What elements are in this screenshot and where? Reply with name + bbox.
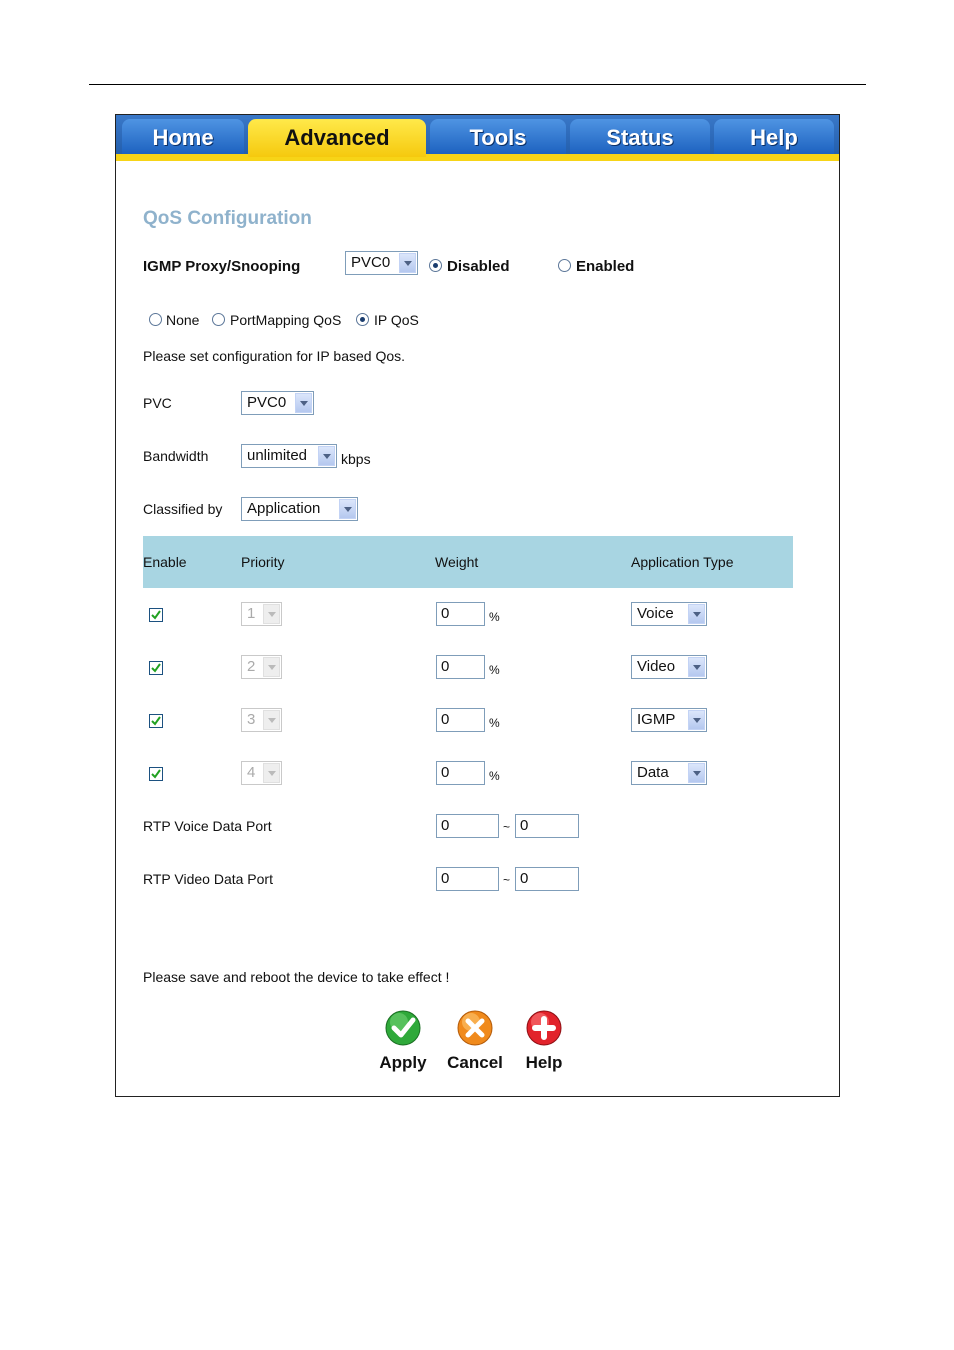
qos-none-radio[interactable] <box>149 313 162 326</box>
header-priority: Priority <box>241 554 285 570</box>
row3-app-type-value: IGMP <box>637 711 676 728</box>
row2-weight-unit: % <box>489 663 500 677</box>
chevron-down-icon <box>318 446 335 466</box>
qos-none-label: None <box>166 312 200 328</box>
nav-accent-strip <box>116 154 839 161</box>
checkmark-icon <box>385 1010 421 1046</box>
rtp-video-to-input[interactable]: 0 <box>515 867 579 891</box>
igmp-enabled-label: Enabled <box>576 258 635 275</box>
page-top-rule <box>89 84 866 85</box>
row4-app-type-value: Data <box>637 764 669 781</box>
tab-status[interactable]: Status <box>570 119 710 154</box>
qos-ipqos-label: IP QoS <box>374 312 419 328</box>
save-note: Please save and reboot the device to take effect ! <box>143 969 450 985</box>
igmp-pvc-select[interactable] <box>345 251 418 275</box>
row1-weight-unit: % <box>489 610 500 624</box>
instruction-text: Please set configuration for IP based Qos. <box>143 348 406 364</box>
igmp-enabled-radio[interactable] <box>558 259 571 272</box>
tab-advanced[interactable]: Advanced <box>248 119 426 157</box>
close-icon <box>457 1010 493 1046</box>
bandwidth-select[interactable] <box>241 444 337 468</box>
bandwidth-value: unlimited <box>247 447 308 464</box>
classified-select[interactable] <box>241 497 358 521</box>
row3-priority-select[interactable] <box>241 708 282 732</box>
rtp-voice-from-input[interactable]: 0 <box>436 814 499 838</box>
row1-app-type-select[interactable] <box>631 602 707 626</box>
rtp-video-from-input[interactable]: 0 <box>436 867 499 891</box>
row2-priority-select[interactable] <box>241 655 282 679</box>
row4-weight-input[interactable]: 0 <box>436 761 485 785</box>
apply-label: Apply <box>379 1053 427 1072</box>
rtp-voice-label: RTP Voice Data Port <box>143 818 272 834</box>
row1-priority-value: 1 <box>247 605 256 622</box>
header-application-type: Application Type <box>631 554 734 570</box>
router-config-frame <box>115 114 840 1097</box>
bandwidth-unit: kbps <box>341 451 371 467</box>
chevron-down-icon <box>339 499 356 519</box>
rtp-voice-separator: ~ <box>503 820 511 834</box>
chevron-down-icon <box>688 763 705 783</box>
chevron-down-icon <box>688 604 705 624</box>
chevron-down-icon <box>399 253 416 273</box>
help-label: Help <box>525 1053 563 1072</box>
row4-app-type-select[interactable] <box>631 761 707 785</box>
row1-app-type-value: Voice <box>637 605 674 622</box>
rtp-voice-to-input[interactable]: 0 <box>515 814 579 838</box>
row2-app-type-select[interactable] <box>631 655 707 679</box>
row2-priority-value: 2 <box>247 658 256 675</box>
row2-weight-input[interactable]: 0 <box>436 655 485 679</box>
igmp-disabled-label: Disabled <box>447 258 510 275</box>
row1-weight-input[interactable]: 0 <box>436 602 485 626</box>
tab-tools[interactable]: Tools <box>430 119 566 154</box>
row1-enable-checkbox[interactable] <box>149 608 163 622</box>
chevron-down-icon <box>688 657 705 677</box>
rtp-video-separator: ~ <box>503 873 511 887</box>
row3-weight-input[interactable]: 0 <box>436 708 485 732</box>
pvc-select[interactable] <box>241 391 314 415</box>
header-enable: Enable <box>143 554 187 570</box>
chevron-down-icon <box>263 657 280 677</box>
classified-label: Classified by <box>143 501 223 517</box>
row2-app-type-value: Video <box>637 658 676 675</box>
row1-priority-select[interactable] <box>241 602 282 626</box>
page-title: QoS Configuration <box>143 208 312 229</box>
help-button[interactable] <box>514 1010 574 1073</box>
chevron-down-icon <box>263 710 280 730</box>
row3-weight-unit: % <box>489 716 500 730</box>
chevron-down-icon <box>263 763 280 783</box>
rtp-video-label: RTP Video Data Port <box>143 871 273 887</box>
row3-priority-value: 3 <box>247 711 256 728</box>
igmp-label: IGMP Proxy/Snooping <box>143 258 301 275</box>
pvc-value: PVC0 <box>247 394 287 411</box>
row4-priority-select[interactable] <box>241 761 282 785</box>
row4-weight-unit: % <box>489 769 500 783</box>
row3-app-type-select[interactable] <box>631 708 707 732</box>
row4-priority-value: 4 <box>247 764 256 781</box>
bandwidth-label: Bandwidth <box>143 448 209 464</box>
help-cross-icon <box>526 1010 562 1046</box>
top-nav-bar <box>116 115 839 161</box>
header-weight: Weight <box>435 554 479 570</box>
tab-help[interactable]: Help <box>714 119 834 154</box>
qos-portmapping-radio[interactable] <box>212 313 225 326</box>
chevron-down-icon <box>263 604 280 624</box>
row4-enable-checkbox[interactable] <box>149 767 163 781</box>
classified-value: Application <box>247 500 321 517</box>
row2-enable-checkbox[interactable] <box>149 661 163 675</box>
cancel-label: Cancel <box>447 1053 503 1072</box>
qos-ipqos-radio[interactable] <box>356 313 369 326</box>
chevron-down-icon <box>295 393 312 413</box>
qos-table-header <box>143 536 793 588</box>
igmp-pvc-value: PVC0 <box>351 254 391 271</box>
chevron-down-icon <box>688 710 705 730</box>
apply-button[interactable] <box>371 1010 435 1073</box>
pvc-label: PVC <box>143 395 172 411</box>
qos-portmapping-label: PortMapping QoS <box>230 312 342 328</box>
tab-home[interactable]: Home <box>122 119 244 154</box>
igmp-disabled-radio[interactable] <box>429 259 442 272</box>
cancel-button[interactable] <box>443 1010 507 1073</box>
row3-enable-checkbox[interactable] <box>149 714 163 728</box>
